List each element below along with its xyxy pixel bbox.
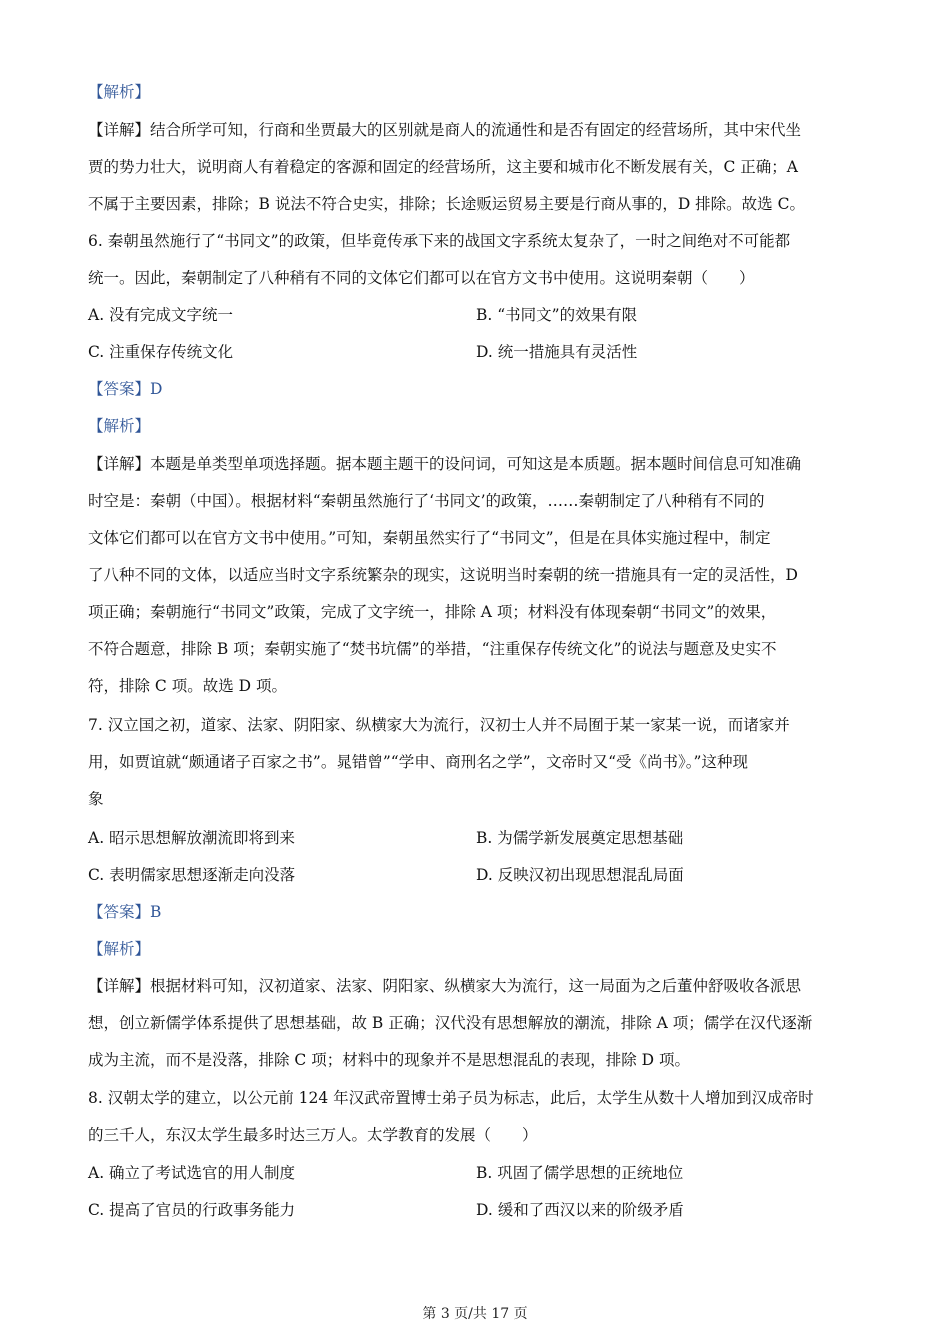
page-number: 第 3 页/共 17 页	[422, 1306, 528, 1322]
text-line: 想，创立新儒学体系提供了思想基础，故 B 正确；汉代没有思想解放的潮流，排除 A 项；儒学在汉代逐渐	[88, 1014, 813, 1032]
option-a: A. 昭示思想解放潮流即将到来	[88, 829, 296, 847]
q8-stem	[88, 1080, 863, 1154]
text-line: 项正确；秦朝施行“书同文”政策，完成了文字统一，排除 A 项；材料没有体现秦朝“书同文”的效果，	[88, 603, 777, 621]
text-line: 【详解】本题是单类型单项选择题。据本题主题干的设问词，可知这是本质题。据本题时间信息可知准确	[88, 455, 802, 473]
text-line: 了八种不同的文体，以适应当时文字系统繁杂的现实，这说明当时秦朝的统一措施具有一定的灵活性，D	[88, 566, 798, 584]
q5-analysis-label	[88, 74, 863, 111]
text-line: 不属于主要因素，排除；B 说法不符合史实，排除；长途贩运贸易主要是行商从事的，D 排除。故选 C。	[88, 195, 805, 213]
option-a: A. 没有完成文字统一	[88, 306, 234, 324]
text-line: 7. 汉立国之初，道家、法家、阴阳家、纵横家大为流行，汉初士人并不局囿于某一家某一说，而诸家并	[88, 716, 790, 734]
option-c: C. 提高了官员的行政事务能力	[88, 1201, 296, 1219]
answer-line: 【答案】B	[88, 903, 162, 921]
q6-analysis-label	[88, 408, 863, 445]
q6-stem	[88, 223, 863, 297]
text-line: 【详解】根据材料可知，汉初道家、法家、阴阳家、纵横家大为流行，这一局面为之后董仲舒吸收各派思	[88, 977, 802, 995]
analysis-label: 【解析】	[88, 417, 151, 435]
option-c: C. 注重保存传统文化	[88, 343, 234, 361]
text-line: 时空是：秦朝（中国）。根据材料“秦朝虽然施行了‘书同文’的政策，……秦朝制定了八种稍有不同的	[88, 492, 765, 510]
option-d: D. 缓和了西汉以来的阶级矛盾	[476, 1201, 684, 1219]
text-line: 用，如贾谊就“颇通诸子百家之书”。晁错曾”“学申、商刑名之学”，文帝时又“受《尚书》。”这种现	[88, 753, 748, 771]
q8-options	[88, 1155, 863, 1229]
text-line: 【详解】结合所学可知，行商和坐贾最大的区别就是商人的流通性和是否有固定的经营场所，其中宋代坐	[88, 121, 802, 139]
text-line: 符，排除 C 项。故选 D 项。	[88, 677, 287, 695]
q7-options	[88, 820, 863, 894]
text-line: 不符合题意，排除 B 项；秦朝实施了“焚书坑儒”的举措，“注重保存传统文化”的说法与题意及史实不	[88, 640, 777, 658]
analysis-label: 【解析】	[88, 83, 151, 101]
q7-answer	[88, 894, 863, 931]
option-b: B. 为儒学新发展奠定思想基础	[476, 829, 684, 847]
option-b: B. “书同文”的效果有限	[476, 306, 638, 324]
option-c: C. 表明儒家思想逐渐走向没落	[88, 866, 296, 884]
text-line: 8. 汉朝太学的建立，以公元前 124 年汉武帝置博士弟子员为标志，此后，太学生从数十人增加到汉成帝时	[88, 1089, 814, 1107]
text-line: 统一。因此，秦朝制定了八种稍有不同的文体它们都可以在官方文书中使用。这说明秦朝（ ）	[88, 269, 755, 287]
option-a: A. 确立了考试选官的用人制度	[88, 1164, 296, 1182]
option-b: B. 巩固了儒学思想的正统地位	[476, 1164, 684, 1182]
q7-detail	[88, 968, 863, 1079]
option-d: D. 统一措施具有灵活性	[476, 343, 638, 361]
text-line: 文体它们都可以在官方文书中使用。”可知，秦朝虽然实行了“书同文”，但是在具体实施过程中，制定	[88, 529, 771, 547]
text-line: 贾的势力壮大，说明商人有着稳定的客源和固定的经营场所，这主要和城市化不断发展有关，C 正确；A	[88, 158, 798, 176]
text-line: 的三千人，东汉太学生最多时达三万人。太学教育的发展（ ）	[88, 1126, 538, 1144]
text-line: 成为主流，而不是没落，排除 C 项；材料中的现象并不是思想混乱的表现，排除 D 项。	[88, 1051, 690, 1069]
q6-detail	[88, 446, 863, 705]
q7-stem	[88, 707, 863, 818]
answer-line: 【答案】D	[88, 380, 163, 398]
text-line: 象	[88, 790, 104, 808]
q5-detail	[88, 112, 863, 223]
q7-analysis-label	[88, 931, 863, 968]
text-line: 6. 秦朝虽然施行了“书同文”的政策，但毕竟传承下来的战国文字系统太复杂了，一时之间绝对不可能都	[88, 232, 791, 250]
q6-options	[88, 297, 863, 371]
analysis-label: 【解析】	[88, 940, 151, 958]
option-d: D. 反映汉初出现思想混乱局面	[476, 866, 684, 884]
q6-answer	[88, 371, 863, 408]
